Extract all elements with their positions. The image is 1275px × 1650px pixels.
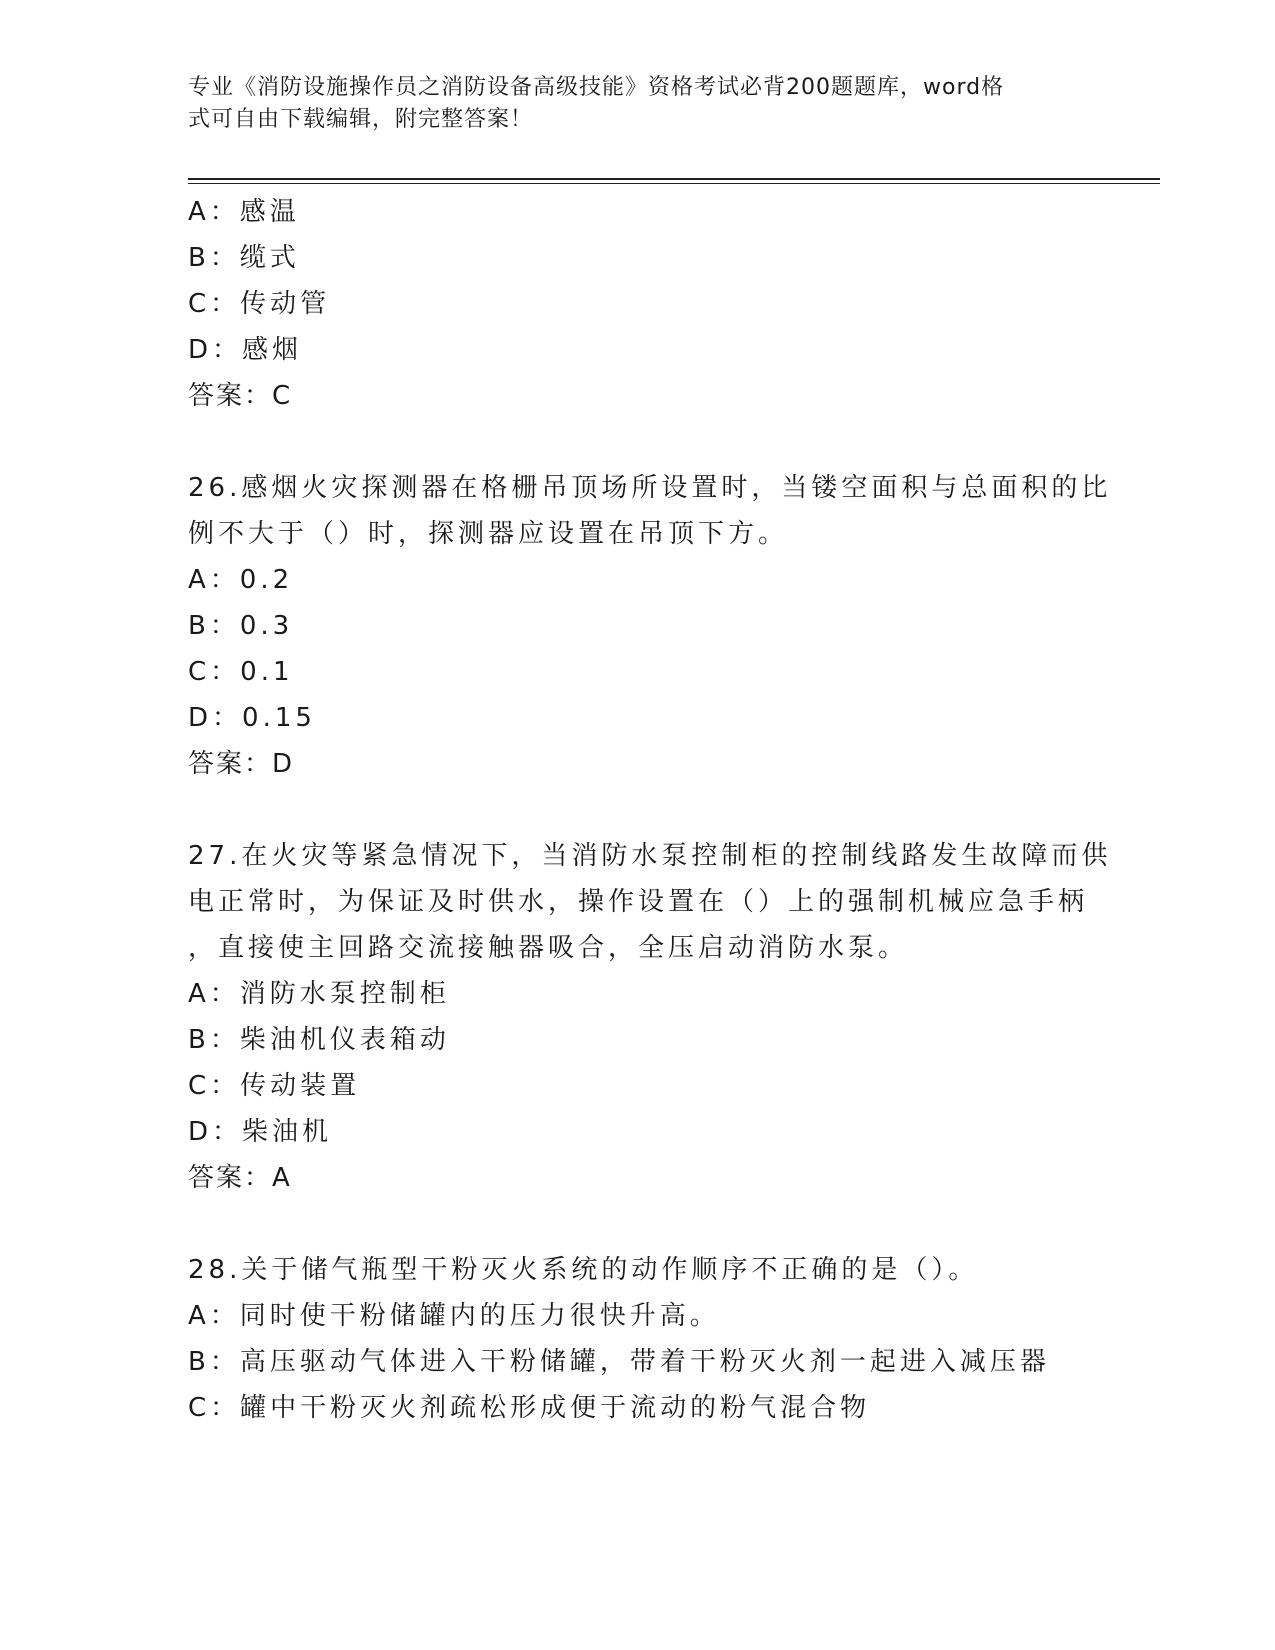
header-divider-thick (188, 178, 1160, 180)
question-28 (188, 1247, 1088, 1431)
header-divider-thin (188, 183, 1160, 184)
option-a: A：0.2 (188, 565, 294, 595)
spacer (188, 419, 1088, 465)
option-d: D：感烟 (188, 335, 303, 365)
spacer (188, 1201, 1088, 1247)
option-b: B：高压驱动气体进入干粉储罐，带着干粉灭火剂一起进入减压器 (188, 1347, 1050, 1377)
question-stem-line: 电正常时，为保证及时供水，操作设置在（）上的强制机械应急手柄 (188, 887, 1089, 917)
option-c: C：罐中干粉灭火剂疏松形成便于流动的粉气混合物 (188, 1393, 871, 1423)
option-c: C：传动管 (188, 289, 331, 319)
option-b: B：柴油机仪表箱动 (188, 1025, 450, 1055)
question-stem-line: 28.关于储气瓶型干粉灭火系统的动作顺序不正确的是（）。 (188, 1255, 979, 1285)
header-line-2: 式可自由下载编辑，附完整答案！ (188, 107, 534, 132)
option-d: D：柴油机 (188, 1117, 333, 1147)
answer: 答案：A (188, 1163, 292, 1193)
spacer (188, 787, 1088, 833)
question-stem-line: 27.在火灾等紧急情况下，当消防水泵控制柜的控制线路发生故障而供 (188, 841, 1112, 871)
option-c: C：0.1 (188, 657, 294, 687)
page-header (188, 72, 1068, 136)
option-a: A：感温 (188, 197, 300, 227)
header-line-1: 专业《消防设施操作员之消防设备高级技能》资格考试必背200题题库，word格 (188, 75, 1005, 100)
question-stem-line: 例不大于（）时，探测器应设置在吊顶下方。 (188, 519, 789, 549)
answer: 答案：D (188, 749, 295, 779)
question-26 (188, 465, 1112, 787)
question-stem-line: ，直接使主回路交流接触器吸合，全压启动消防水泵。 (188, 933, 909, 963)
option-b: B：缆式 (188, 243, 300, 273)
question-list (188, 189, 1112, 1431)
option-a: A：消防水泵控制柜 (188, 979, 450, 1009)
question-stem-line: 26.感烟火灾探测器在格栅吊顶场所设置时，当镂空面积与总面积的比 (188, 473, 1112, 503)
option-b: B：0.3 (188, 611, 294, 641)
option-a: A：同时使干粉储罐内的压力很快升高。 (188, 1301, 720, 1331)
option-c: C：传动装置 (188, 1071, 361, 1101)
question-27 (188, 833, 1112, 1201)
answer: 答案：C (188, 381, 293, 411)
question-25 (188, 189, 1088, 419)
option-d: D：0.15 (188, 703, 316, 733)
